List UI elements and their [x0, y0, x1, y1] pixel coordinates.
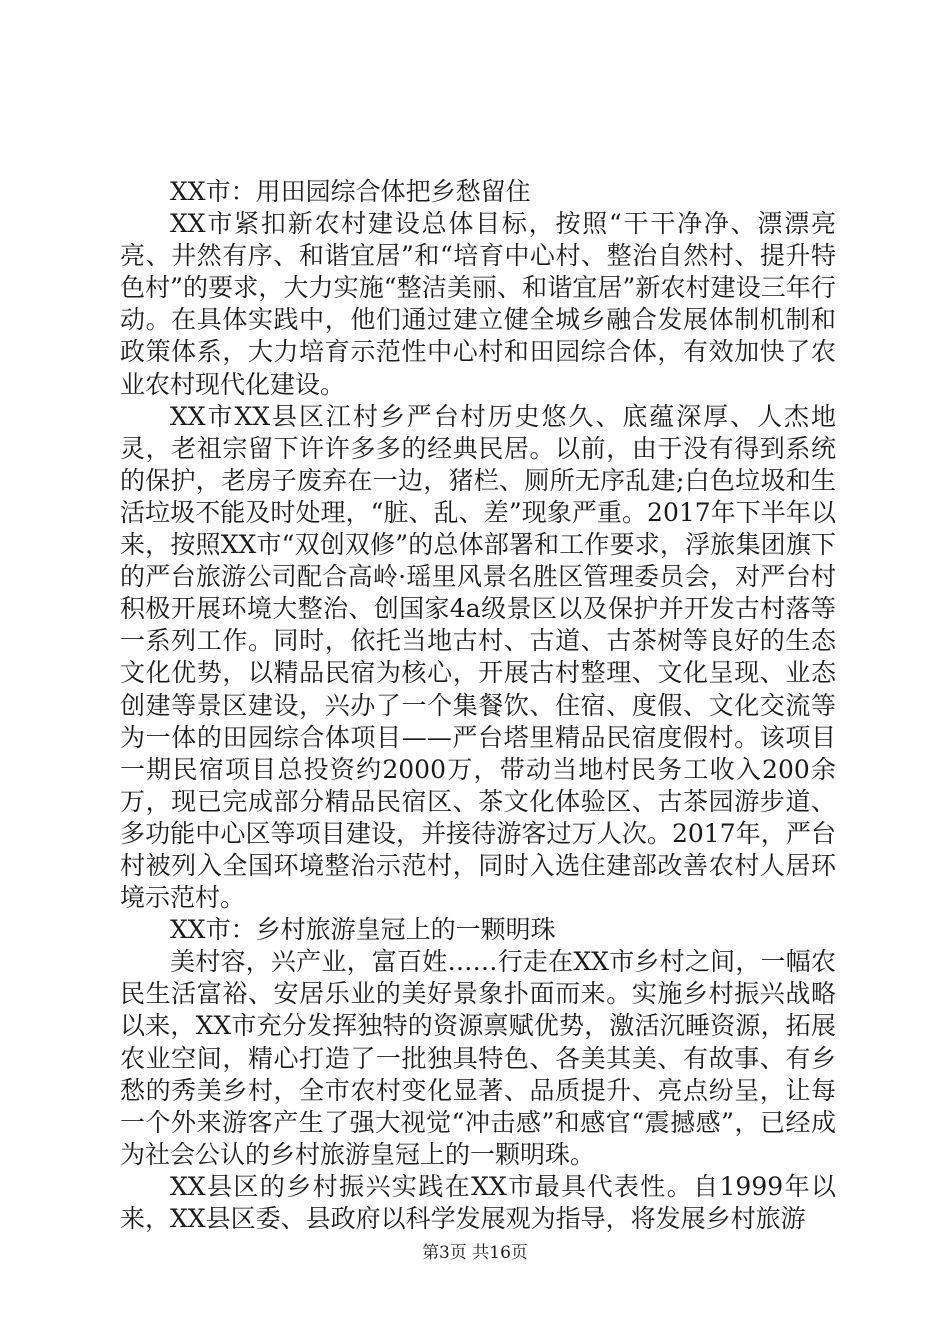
section-heading: XX市：用田园综合体把乡愁留住	[170, 177, 531, 206]
body-paragraph: 美村容，兴产业，富百姓……行走在XX市乡村之间，一幅农民生活富裕、安居乐业的美好景象扑面而来。实施乡村振兴战略以来，XX市充分发挥独特的资源禀赋优势，激活沉睡资源，拓展农业空间，精心打造了一批独具特色、各美其美、有故事、有乡愁的秀美乡村，全市农村变化显著、品质提升、亮点纷呈，让每一个外来游客产生了强大视觉“冲击感”和感官“震撼感”，已经成为社会公认的乡村旅游皇冠上的一颗明珠。	[120, 947, 836, 1169]
body-paragraph: XX市XX县区江村乡严台村历史悠久、底蕴深厚、人杰地灵，老祖宗留下许许多多的经典民居。以前，由于没有得到系统的保护，老房子废弃在一边，猪栏、厕所无序乱建;白色垃圾和生活垃圾不能及时处理，“脏、乱、差”现象严重。2017年下半年以来，按照XX市“双创双修”的总体部署和工作要求，浮旅集团旗下的严台旅游公司配合高岭·瑶里风景名胜区管理委员会，对严台村积极开展环境大整治、创国家4a级景区以及保护并开发古村落等一系列工作。同时，依托当地古村、古道、古茶树等良好的生态文化优势，以精品民宿为核心，开展古村整理、文化呈现、业态创建等景区建设，兴办了一个集餐饮、住宿、度假、文化交流等为一体的田园综合体项目——严台塔里精品民宿度假村。该项目一期民宿项目总投资约2000万，带动当地村民务工收入200余万，现已完成部分精品民宿区、茶文化体验区、古茶园游步道、多功能中心区等项目建设，并接待游客过万人次。2017年，严台村被列入全国环境整治示范村，同时入选住建部改善农村人居环境示范村。	[120, 401, 836, 913]
page-number-footer: 第3页 共16页	[422, 1243, 528, 1263]
document-body	[120, 176, 836, 1235]
body-paragraph: XX县区的乡村振兴实践在XX市最具代表性。自1999年以来，XX县区委、县政府以科学发展观为指导，将发展乡村旅游	[120, 1171, 836, 1233]
body-paragraph: XX市紧扣新农村建设总体目标，按照“干干净净、漂漂亮亮、井然有序、和谐宜居”和“培育中心村、整治自然村、提升特色村”的要求，大力实施“整洁美丽、和谐宜居”新农村建设三年行动。在具体实践中，他们通过建立健全城乡融合发展体制机制和政策体系，大力培育示范性中心村和田园综合体，有效加快了农业农村现代化建设。	[120, 209, 836, 399]
section-heading: XX市：乡村旅游皇冠上的一颗明珠	[170, 915, 556, 945]
